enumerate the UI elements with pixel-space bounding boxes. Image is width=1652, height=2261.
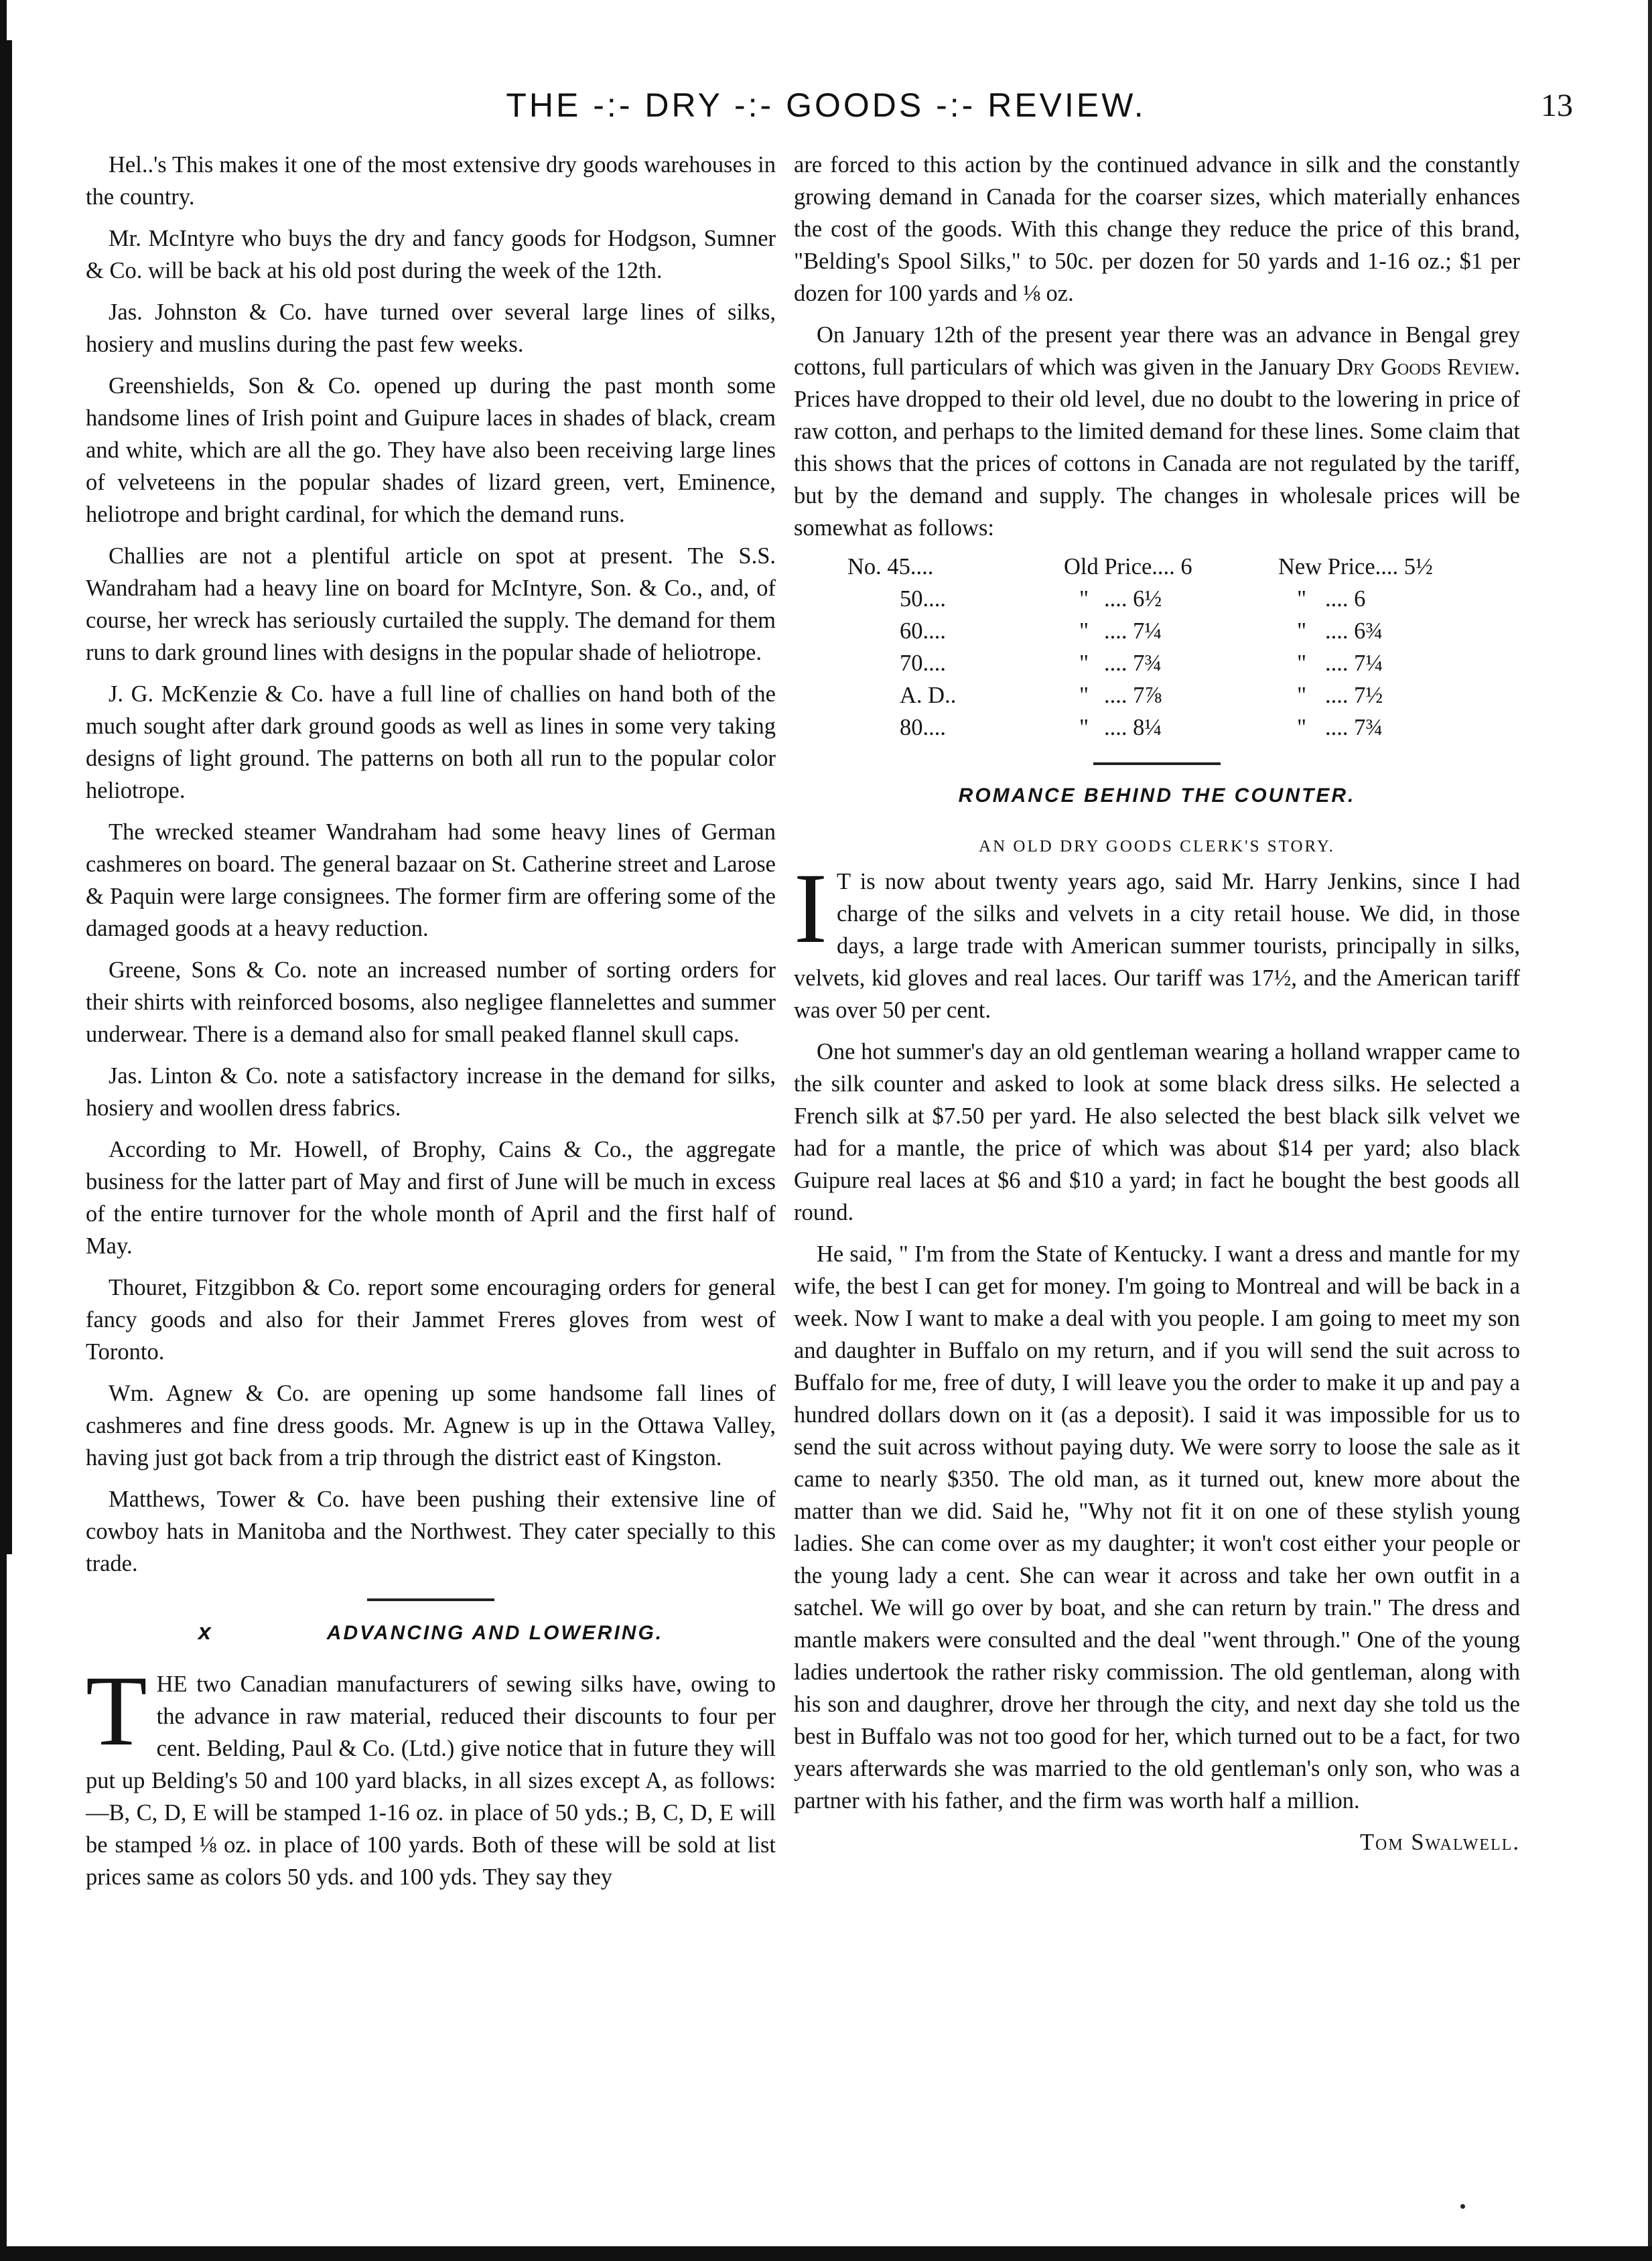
table-cell-number: 70.... <box>900 650 946 676</box>
ditto-mark: " <box>1079 683 1089 708</box>
ditto-mark: " <box>1296 618 1307 644</box>
news-item: Matthews, Tower & Co. have been pushing their extensive line of cowboy hats in Manitoba and the Northwest. They cater specially to this trade. <box>86 1487 776 1576</box>
section-divider <box>1093 762 1221 765</box>
table-cell-number: A. D.. <box>900 683 957 708</box>
section-heading-romance: ROMANCE BEHIND THE COUNTER. <box>958 784 1356 807</box>
table-row <box>847 711 1459 744</box>
article-lead-text: HE two Canadian manufacturers of sewing silks have, owing to the advance in raw material, reduced their discounts to four per cent. Belding, Paul & Co. (Ltd.) give notice that in future they will put up Belding's 50 and 100 yard blacks, in all sizes except A, as follows:—B, C, D, E will be stamped 1-16 oz. in place of 50 yds.; B, C, D, E will be stamped ⅛ oz. in place of 100 yards. Both of these will be sold at list prices same as colors 50 yds. and 100 yds. They say they <box>86 1671 776 1890</box>
new-price-value: 5½ <box>1403 554 1433 579</box>
story-paragraph: One hot summer's day an old gentleman wearing a holland wrapper came to the silk counter and asked to look at some black dress silks. He selected a French silk at $7.50 per yard. He also selected the best black silk velvet we had for a mantle, the price of which was about $14 per yard; also black Guipure real laces at $6 and $10 a yard; in fact he bought the best goods all round. <box>794 1039 1520 1225</box>
table-row <box>847 583 1459 615</box>
publication-name: Dry Goods Review. <box>1336 354 1520 380</box>
story-paragraph: He said, " I'm from the State of Kentucky. I want a dress and mantle for my wife, the best I can get for money. I'm going to Montreal and will be back in a week. Now I want to make a deal with you people. I am going to meet my son and daughter in Buffalo on my return, and if you will send the suit across to Buffalo for me, free of duty, I will leave you the order to make it up and pay a hundred dollars down on it (as a deposit). I said it was impossible for us to send the suit across without paying duty. We were sorry to loose the sale as it came to nearly $350. The old man, as it turned out, knew more about the matter than we did. Said he, "Why not fit it on one of these stylish young ladies. She can come over as my daughter; it won't cost either your people or the young lady a cent. She can wear it across and take her own outfit in a satchel. We will go over by boat, and she can return by train." The dress and mantle makers were consulted and the deal "went through." One of the young ladies undertook the rather risky commission. The old gentleman, along with his son and daughrer, drove her through the city, and next day she told us the best in Buffalo was not too good for her, which turned out to be a fact, for two years afterwards she was married to the old gentleman's only son, who was a partner with his father, and the firm was worth half a million. <box>794 1241 1520 1813</box>
news-item: Mr. McIntyre who buys the dry and fancy goods for Hodgson, Sumner & Co. will be back at his old post during the week of the 12th. <box>86 226 776 283</box>
table-cell-number: 50.... <box>900 586 946 612</box>
table-row <box>847 551 1459 583</box>
news-item: Challies are not a plentiful article on spot at present. The S.S. Wandraham had a heavy line on board for McIntyre, Son. & Co., and, of course, her wreck has seriously curtailed the supply. The demand for them runs to dark ground lines with designs in the popular shade of heliotrope. <box>86 543 776 665</box>
running-head <box>0 86 1652 133</box>
price-table <box>847 551 1459 744</box>
section-heading-advancing <box>86 1616 776 1649</box>
old-price-value: .... 8¼ <box>1104 715 1162 740</box>
section-divider <box>367 1598 494 1601</box>
news-item: Thouret, Fitzgibbon & Co. report some encouraging orders for general fancy goods and also for their Jammet Freres gloves from west of Toronto. <box>86 1275 776 1365</box>
scan-border-right <box>1648 0 1652 2261</box>
news-item: Hel..'s This makes it one of the most extensive dry goods warehouses in the country. <box>86 152 776 210</box>
drop-cap: I <box>794 853 827 964</box>
cotton-paragraph-end: Prices have dropped to their old level, due no doubt to the lowering in price of raw cotton, and perhaps to the limited demand for these lines. Some claim that this shows that the prices of cottons in Canada are not regulated by the tariff, but by the demand and supply. The changes in wholesale prices will be somewhat as follows: <box>794 387 1520 541</box>
old-price-value: .... 7⅞ <box>1104 683 1162 708</box>
news-item: According to Mr. Howell, of Brophy, Cains & Co., the aggregate business for the latter part of May and first of June will be much in excess of the entire turnover for the whole month of April and the first half of May. <box>86 1137 776 1259</box>
table-cell-new-price <box>1278 551 1459 583</box>
author-signature: Tom Swalwell. <box>1359 1830 1520 1855</box>
new-price-value: .... 7¼ <box>1325 650 1383 676</box>
drop-cap: T <box>86 1655 147 1767</box>
ditto-mark: " <box>1296 586 1307 612</box>
right-column <box>794 149 1520 2185</box>
article-continuation: are forced to this action by the continued advance in silk and the constantly growing demand in Canada for the coarser sizes, which materially enhances the cost of the goods. With this change they reduce the price of this brand, "Belding's Spool Silks," to 50c. per dozen for 50 yards and 1-16 oz.; $1 per dozen for 100 yards and ⅛ oz. <box>794 152 1520 306</box>
news-item: Jas. Linton & Co. note a satisfactory increase in the demand for silks, hosiery and woollen dress fabrics. <box>86 1063 776 1121</box>
new-price-value: .... 6 <box>1325 586 1366 612</box>
news-item: The wrecked steamer Wandraham had some heavy lines of German cashmeres on board. The general bazaar on St. Catherine street and Larose & Paquin were large consignees. The former firm are offering some of the damaged goods at a heavy reduction. <box>86 819 776 941</box>
table-cell-number: 60.... <box>900 618 946 644</box>
new-price-value: .... 7½ <box>1325 683 1383 708</box>
story-lead-text: T is now about twenty years ago, said Mr. Harry Jenkins, since I had charge of the silks and velvets in a city retail house. We did, in those days, a large trade with American summer tourists, principally in silks, velvets, kid gloves and real laces. Our tariff was 17½, and the American tariff was over 50 per cent. <box>794 869 1520 1023</box>
page-title: THE -:- DRY -:- GOODS -:- REVIEW. <box>506 86 1146 124</box>
table-row <box>847 615 1459 647</box>
table-cell-number: 80.... <box>900 715 946 740</box>
left-column <box>86 149 776 2185</box>
scan-border-left <box>0 0 7 2261</box>
ditto-mark: " <box>1079 618 1089 644</box>
cotton-paragraph <box>794 319 1520 544</box>
old-price-label: Old Price.... <box>1064 554 1175 579</box>
news-item: J. G. McKenzie & Co. have a full line of challies on hand both of the much sought after dark ground goods as well as lines in some very taking designs of light ground. The patterns on both all run to the popular color heliotrope. <box>86 681 776 803</box>
old-price-value: .... 7¼ <box>1104 618 1162 644</box>
print-speck <box>1460 2204 1465 2209</box>
table-cell-number: No. 45.... <box>847 554 934 579</box>
article-subheading: AN OLD DRY GOODS CLERK'S STORY. <box>979 837 1335 855</box>
table-row <box>847 647 1459 679</box>
article-lead <box>86 1655 776 1893</box>
ditto-mark: " <box>1079 586 1089 612</box>
page-number: 13 <box>1541 88 1573 123</box>
table-row <box>847 679 1459 711</box>
scan-border-left-inner <box>7 40 12 1554</box>
section-heading-text: ADVANCING AND LOWERING. <box>326 1622 664 1644</box>
ditto-mark: " <box>1296 715 1307 740</box>
news-item: Greenshields, Son & Co. opened up during the past month some handsome lines of Irish point and Guipure laces in shades of black, cream and white, which are all the go. They have also been receiving large lines of velveteens in the popular shades of lizard green, vert, Eminence, heliotrope and bright cardinal, for which the demand runs. <box>86 373 776 527</box>
story-lead <box>794 853 1520 1026</box>
new-price-value: .... 6¾ <box>1325 618 1383 644</box>
old-price-value: .... 6½ <box>1104 586 1162 612</box>
ditto-mark: " <box>1079 650 1089 676</box>
new-price-label: New Price.... <box>1278 554 1399 579</box>
news-item: Jas. Johnston & Co. have turned over several large lines of silks, hosiery and muslins during the past few weeks. <box>86 299 776 357</box>
old-price-value: .... 7¾ <box>1104 650 1162 676</box>
news-item: Wm. Agnew & Co. are opening up some handsome fall lines of cashmeres and fine dress goods. Mr. Agnew is up in the Ottawa Valley, having just got back from a trip through the district east of Kingston. <box>86 1381 776 1470</box>
section-mark: x <box>198 1619 213 1645</box>
ditto-mark: " <box>1296 650 1307 676</box>
ditto-mark: " <box>1296 683 1307 708</box>
cotton-paragraph-start: On January 12th of the present year there was an advance in Bengal grey cottons, full particulars of which was given in the January <box>794 322 1520 380</box>
news-item: Greene, Sons & Co. note an increased number of sorting orders for their shirts with reinforced bosoms, also negligee flannelettes and summer underwear. There is a demand also for small peaked flannel skull caps. <box>86 957 776 1047</box>
old-price-value: 6 <box>1180 554 1192 579</box>
table-cell-old-price <box>1064 551 1278 583</box>
scan-border-bottom <box>0 2246 1652 2261</box>
ditto-mark: " <box>1079 715 1089 740</box>
new-price-value: .... 7¾ <box>1325 715 1383 740</box>
